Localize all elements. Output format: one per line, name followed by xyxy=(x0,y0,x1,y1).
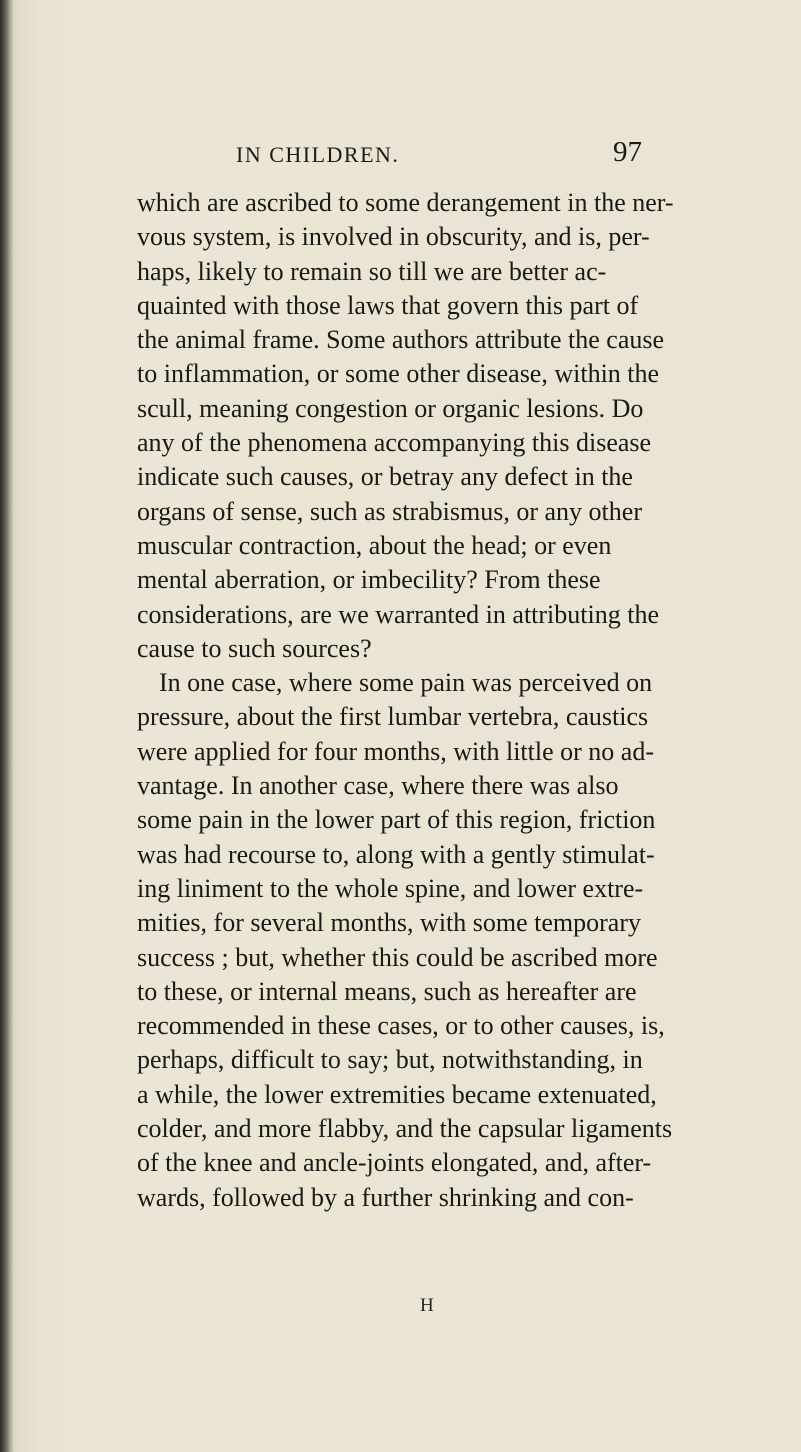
body-text xyxy=(137,186,785,1215)
text-line: mental aberration, or imbecility? From these xyxy=(137,565,601,595)
text-line: recommended in these cases, or to other causes, is, xyxy=(137,1011,665,1041)
text-line: any of the phenomena accompanying this disease xyxy=(137,428,652,458)
text-line: indicate such causes, or betray any defect in the xyxy=(137,462,633,492)
text-line: the animal frame. Some authors attribute the cause xyxy=(137,325,665,355)
binding-gutter xyxy=(0,0,14,1452)
running-head xyxy=(236,136,716,176)
running-title: IN CHILDREN. xyxy=(236,142,400,167)
text-line: mities, for several months, with some temporary xyxy=(137,908,642,938)
text-line: vantage. In another case, where there was also xyxy=(137,771,619,801)
text-line: organs of sense, such as strabismus, or any other xyxy=(137,496,642,526)
text-line: to these, or internal means, such as hereafter are xyxy=(137,976,637,1006)
text-line: considerations, are we warranted in attributing the xyxy=(137,599,659,629)
text-line: success ; but, whether this could be ascribed more xyxy=(137,942,658,972)
text-line: ing liniment to the whole spine, and lower extre- xyxy=(137,873,644,903)
text-line: colder, and more flabby, and the capsular ligaments xyxy=(137,1114,673,1144)
text-line: cause to such sources? xyxy=(137,633,372,663)
text-line: a while, the lower extremities became extenuated, xyxy=(137,1079,657,1109)
text-line: of the knee and ancle-joints elongated, and, after- xyxy=(137,1148,652,1178)
text-line: were applied for four months, with little or no ad- xyxy=(137,736,654,766)
signature-mark: H xyxy=(420,1295,435,1316)
text-line: to inflammation, or some other disease, within the xyxy=(137,359,660,389)
text-line: vous system, is involved in obscurity, and is, per- xyxy=(137,222,650,252)
text-line: some pain in the lower part of this region, friction xyxy=(137,805,656,835)
text-line: pressure, about the first lumbar vertebra, caustics xyxy=(137,702,649,732)
text-line: In one case, where some pain was perceived on xyxy=(159,668,653,698)
page-number: 97 xyxy=(613,136,642,168)
text-line: quainted with those laws that govern this part of xyxy=(137,290,639,320)
text-line: which are ascribed to some derangement in the ner- xyxy=(137,188,674,217)
text-line: was had recourse to, along with a gently stimulat- xyxy=(137,839,655,869)
text-line: wards, followed by a further shrinking and con- xyxy=(137,1182,634,1212)
text-line: haps, likely to remain so till we are better ac- xyxy=(137,256,607,286)
text-line: perhaps, difficult to say; but, notwithstanding, in xyxy=(137,1045,643,1075)
text-line: muscular contraction, about the head; or even xyxy=(137,530,612,560)
text-line: scull, meaning congestion or organic lesions. Do xyxy=(137,393,644,423)
